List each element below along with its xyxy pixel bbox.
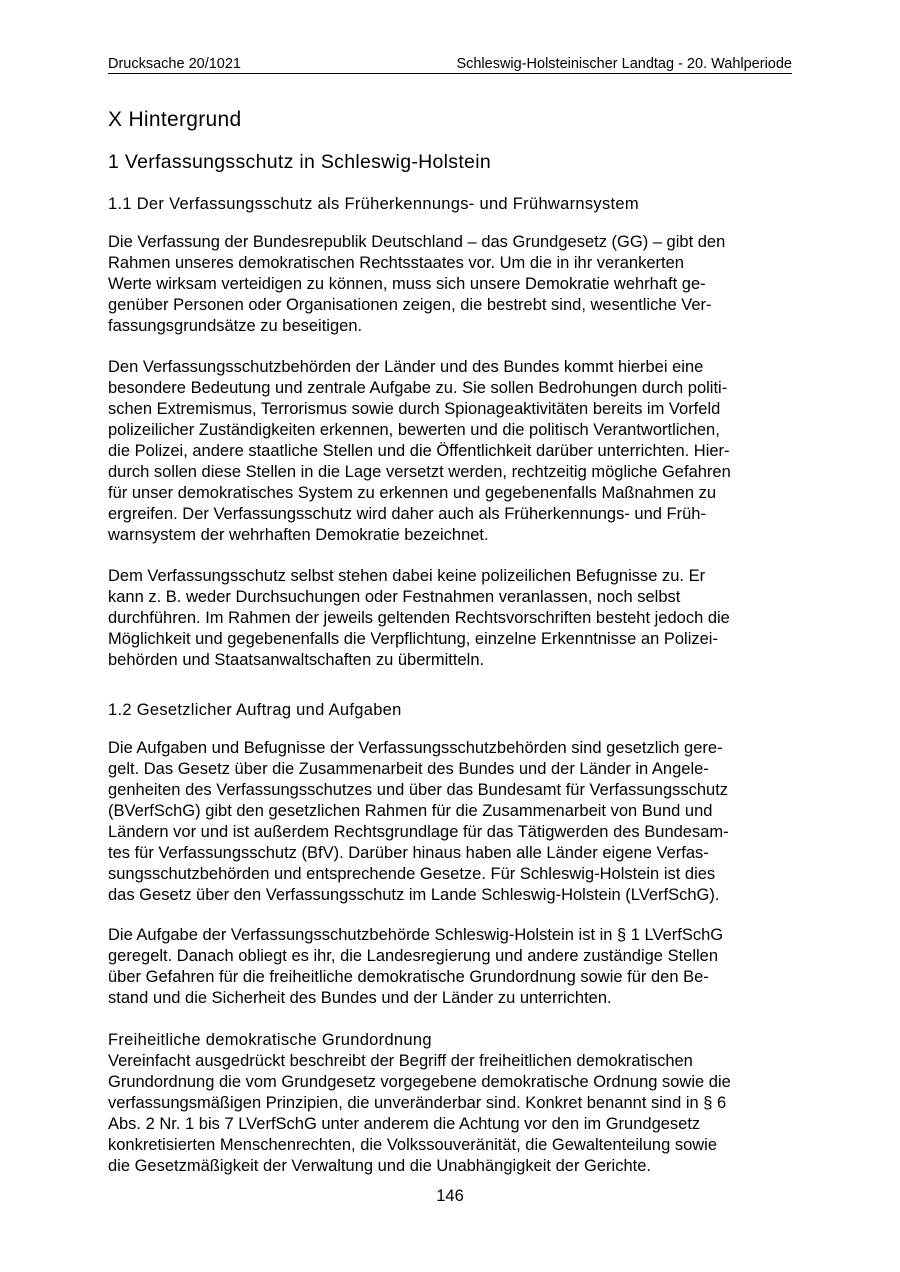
paragraph-line: Möglichkeit und gegebenenfalls die Verpflichtung, einzelne Erkenntnisse an Polizei- <box>108 630 718 648</box>
paragraph-line: Ländern vor und ist außerdem Rechtsgrundlage für das Tätigwerden des Bundesam- <box>108 823 729 841</box>
paragraph-line: Die Verfassung der Bundesrepublik Deutschland – das Grundgesetz (GG) – gibt den <box>108 233 726 251</box>
header-parliament-title: Schleswig-Holsteinischer Landtag - 20. Wahlperiode <box>456 56 792 72</box>
paragraph-line: besondere Bedeutung und zentrale Aufgabe zu. Sie sollen Bedrohungen durch politi- <box>108 379 728 397</box>
paragraph-line: Rahmen unseres demokratischen Rechtsstaates vor. Um die in ihr verankerten <box>108 254 684 272</box>
paragraph-line: Werte wirksam verteidigen zu können, muss sich unsere Demokratie wehrhaft ge- <box>108 275 706 293</box>
paragraph-line: Vereinfacht ausgedrückt beschreibt der Begriff der freiheitlichen demokratischen <box>108 1052 693 1070</box>
paragraph-line: kann z. B. weder Durchsuchungen oder Festnahmen veranlassen, noch selbst <box>108 588 681 606</box>
paragraph-line: durch sollen diese Stellen in die Lage versetzt werden, rechtzeitig mögliche Gefahren <box>108 463 731 481</box>
paragraph-line: behörden und Staatsanwaltschaften zu übermitteln. <box>108 651 485 669</box>
paragraph-line: ergreifen. Der Verfassungsschutz wird daher auch als Früherkennungs- und Früh- <box>108 505 706 523</box>
paragraph-4 <box>108 738 798 906</box>
paragraph-line: für unser demokratisches System zu erkennen und gegebenenfalls Maßnahmen zu <box>108 484 717 502</box>
paragraph-line: das Gesetz über den Verfassungsschutz im Lande Schleswig-Holstein (LVerfSchG). <box>108 886 720 904</box>
page-header <box>108 55 792 74</box>
paragraph-line: die Gesetzmäßigkeit der Verwaltung und die Unabhängigkeit der Gerichte. <box>108 1157 651 1175</box>
paragraph-line: genüber Personen oder Organisationen zeigen, die bestrebt sind, wesentliche Ver- <box>108 296 712 314</box>
paragraph-line: polizeilicher Zuständigkeiten erkennen, bewerten und die politisch Verantwortlichen, <box>108 421 720 439</box>
paragraph-line: verfassungsmäßigen Prinzipien, die unveränderbar sind. Konkret benannt sind in § 6 <box>108 1094 727 1112</box>
paragraph-line: sungsschutzbehörden und entsprechende Gesetze. Für Schleswig-Holstein ist dies <box>108 865 716 883</box>
paragraph-line: konkretisierten Menschenrechten, die Volkssouveränität, die Gewaltenteilung sowie <box>108 1136 718 1154</box>
subheading-grundordnung: Freiheitliche demokratische Grundordnung <box>108 1031 432 1049</box>
paragraph-line: Den Verfassungsschutzbehörden der Länder und des Bundes kommt hierbei eine <box>108 358 704 376</box>
paragraph-line: Die Aufgaben und Befugnisse der Verfassungsschutzbehörden sind gesetzlich gere- <box>108 739 723 757</box>
section-heading: 1 Verfassungsschutz in Schleswig-Holstein <box>108 151 491 173</box>
paragraph-6 <box>108 1051 798 1177</box>
paragraph-3 <box>108 566 798 671</box>
paragraph-line: tes für Verfassungsschutz (BfV). Darüber hinaus haben alle Länder eigene Verfas- <box>108 844 709 862</box>
subsection-heading-1-1: 1.1 Der Verfassungsschutz als Früherkennungs- und Frühwarnsystem <box>108 195 639 213</box>
subsection-heading-1-2: 1.2 Gesetzlicher Auftrag und Aufgaben <box>108 701 402 719</box>
chapter-heading: X Hintergrund <box>108 108 242 131</box>
paragraph-line: (BVerfSchG) gibt den gesetzlichen Rahmen für die Zusammenarbeit von Bund und <box>108 802 713 820</box>
paragraph-1 <box>108 232 798 337</box>
paragraph-5 <box>108 925 798 1009</box>
paragraph-line: über Gefahren für die freiheitliche demokratische Grundordnung sowie für den Be- <box>108 968 709 986</box>
paragraph-line: stand und die Sicherheit des Bundes und der Länder zu unterrichten. <box>108 989 612 1007</box>
paragraph-line: Abs. 2 Nr. 1 bis 7 LVerfSchG unter anderem die Achtung vor den im Grundgesetz <box>108 1115 701 1133</box>
paragraph-line: Die Aufgabe der Verfassungsschutzbehörde Schleswig-Holstein ist in § 1 LVerfSchG <box>108 926 724 944</box>
paragraph-line: Dem Verfassungsschutz selbst stehen dabei keine polizeilichen Befugnisse zu. Er <box>108 567 706 585</box>
paragraph-line: warnsystem der wehrhaften Demokratie bezeichnet. <box>108 526 489 544</box>
paragraph-line: Grundordnung die vom Grundgesetz vorgegebene demokratische Ordnung sowie die <box>108 1073 731 1091</box>
paragraph-line: gelt. Das Gesetz über die Zusammenarbeit des Bundes und der Länder in Angele- <box>108 760 709 778</box>
paragraph-line: fassungsgrundsätze zu beseitigen. <box>108 317 363 335</box>
header-document-number: Drucksache 20/1021 <box>108 56 241 72</box>
paragraph-line: schen Extremismus, Terrorismus sowie durch Spionageaktivitäten bereits im Vorfeld <box>108 400 721 418</box>
paragraph-line: genheiten des Verfassungsschutzes und über das Bundesamt für Verfassungsschutz <box>108 781 729 799</box>
page-number: 146 <box>436 1187 464 1205</box>
paragraph-line: geregelt. Danach obliegt es ihr, die Landesregierung und andere zuständige Stellen <box>108 947 719 965</box>
paragraph-line: die Polizei, andere staatliche Stellen und die Öffentlichkeit darüber unterrichten. Hier- <box>108 442 730 460</box>
paragraph-line: durchführen. Im Rahmen der jeweils geltenden Rechtsvorschriften besteht jedoch die <box>108 609 730 627</box>
paragraph-2 <box>108 357 798 546</box>
